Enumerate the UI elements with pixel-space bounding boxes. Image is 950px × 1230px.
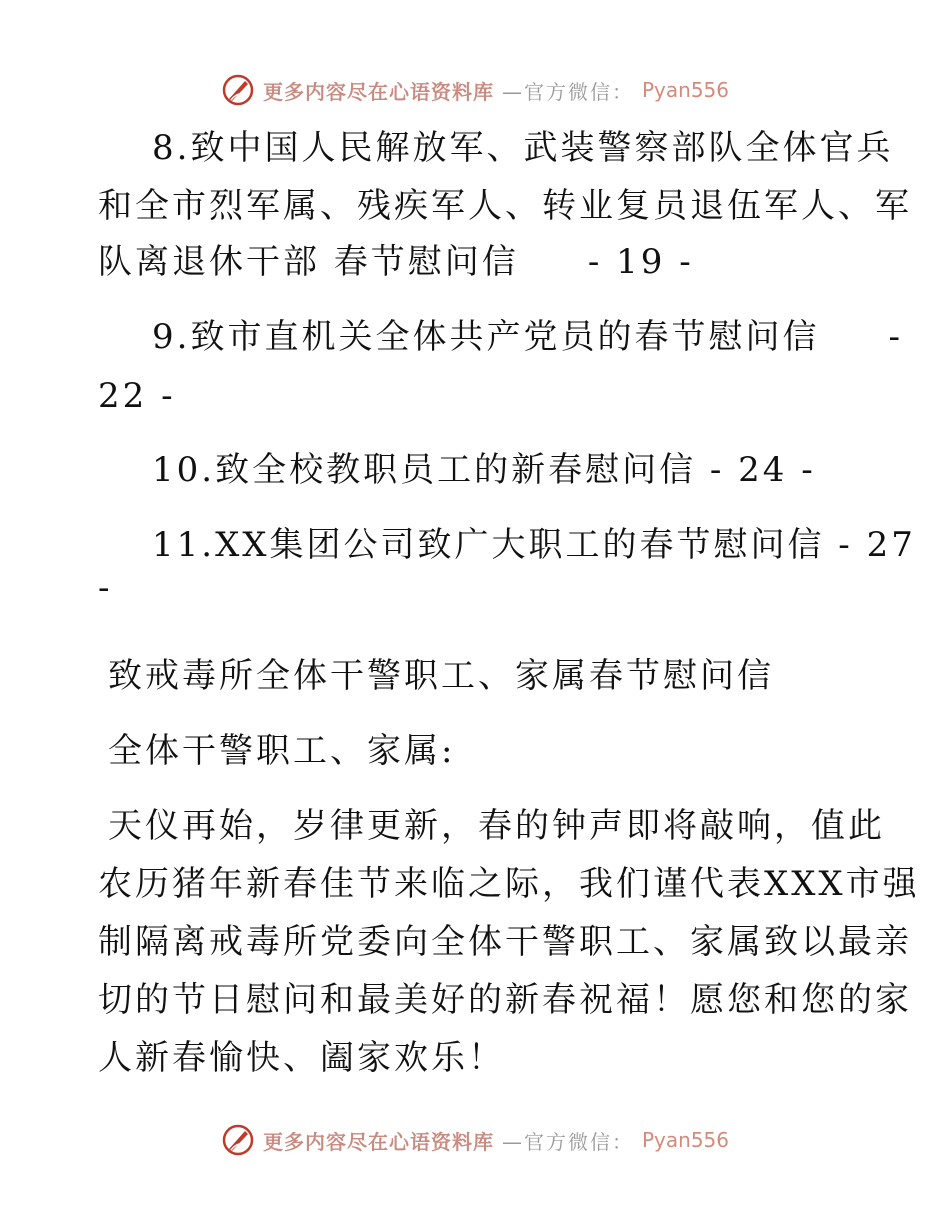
letter-salutation: 全体干警职工、家属: <box>108 731 456 771</box>
letter-body-line-4: 切的节日慰问和最美好的新春祝福！愿您和您的家 <box>98 980 912 1020</box>
quill-logo-icon <box>221 73 255 107</box>
watermark-wechat-id: Pyan556 <box>641 78 729 102</box>
letter-title: 致戒毒所全体干警职工、家属春节慰问信 <box>108 656 774 696</box>
letter-body-line-1: 天仪再始，岁律更新，春的钟声即将敲响，值此 <box>108 806 885 846</box>
watermark-wechat-id: Pyan556 <box>641 1128 729 1152</box>
watermark-main-text: 更多内容尽在心语资料库 <box>262 1129 494 1154</box>
toc-entry-8-line-2: 和全市烈军属、残疾军人、转业复员退伍军人、军 <box>98 186 912 226</box>
toc-entry-8-line-1: 8.致中国人民解放军、武装警察部队全体官兵 <box>152 128 894 168</box>
watermark-official-text: —官方微信： <box>501 79 634 104</box>
toc-entry-10: 10.致全校教职员工的新春慰问信 - 24 - <box>152 450 816 490</box>
footer-watermark <box>0 1120 950 1160</box>
toc-entry-8-line-3: 队离退休干部 春节慰问信 - 19 - <box>98 242 694 282</box>
toc-entry-11-line-1: 11.XX集团公司致广大职工的春节慰问信 - 27 <box>152 525 916 565</box>
letter-body-line-2: 农历猪年新春佳节来临之际，我们谨代表XXX市强 <box>98 864 920 904</box>
watermark-official-text: —官方微信： <box>501 1129 634 1154</box>
letter-body-line-5: 人新春愉快、阖家欢乐！ <box>98 1038 505 1078</box>
quill-logo-icon <box>221 1123 255 1157</box>
header-watermark <box>0 70 950 110</box>
toc-entry-11-line-2: - <box>98 568 113 608</box>
toc-entry-9-line-2: 22 - <box>98 376 176 416</box>
letter-body-line-3: 制隔离戒毒所党委向全体干警职工、家属致以最亲 <box>98 922 912 962</box>
toc-entry-9-line-1: 9.致市直机关全体共产党员的春节慰问信 - <box>152 317 903 357</box>
watermark-main-text: 更多内容尽在心语资料库 <box>262 79 494 104</box>
